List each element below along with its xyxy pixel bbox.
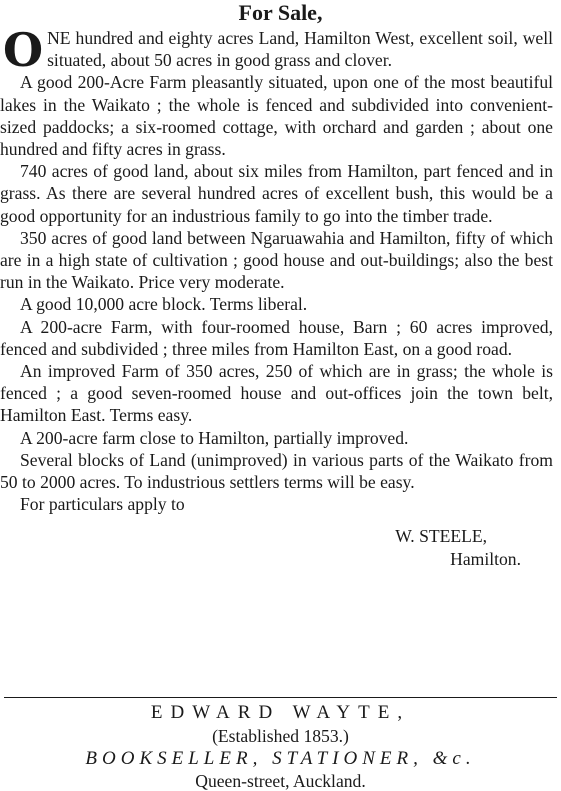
bookseller-advert [0, 700, 561, 791]
advert-established: (Established 1853.) [212, 726, 349, 746]
paragraph-3: 740 acres of good land, about six miles from Hamilton, part fenced and in grass. As there are several hundred acres of excellent bush, this would be a good opportunity for an industrious family to go into the timber trade. [0, 161, 553, 226]
notice-heading: For Sale, [238, 0, 323, 25]
signature-place: Hamilton. [450, 548, 521, 569]
paragraph-7: An improved Farm of 350 acres, 250 of which are in grass; the whole is fenced ; a good seven-roomed house and out-offices join the town belt, Hamilton East. Terms easy. [0, 361, 553, 426]
paragraph-4: 350 acres of good land between Ngaruawahia and Hamilton, fifty of which are in a high state of cultivation ; good house and out-buildings; also the best run in the Waikato. Price very moderate. [0, 227, 553, 293]
signature-name: W. STEELE, [395, 526, 487, 547]
paragraph-8: A 200-acre farm close to Hamilton, partially improved. [20, 427, 409, 448]
paragraph-6: A 200-acre Farm, with four-roomed house, Barn ; 60 acres improved, fenced and subdivided ; three miles from Hamilton East, on a good road. [0, 316, 553, 359]
notice-body [0, 23, 553, 570]
divider-rule [4, 697, 557, 698]
paragraph-5: A good 10,000 acre block. Terms liberal. [20, 294, 308, 315]
advert-trade: BOOKSELLER, STATIONER, &c. [85, 748, 476, 769]
paragraph-10: For particulars apply to [20, 494, 185, 515]
advert-name: EDWARD WAYTE, [150, 702, 411, 723]
paragraph-1-text: NE hundred and eighty acres Land, Hamilton West, excellent soil, well situated, about 50 acres in good grass and clover. [47, 28, 553, 71]
advert-address: Queen-street, Auckland. [195, 771, 366, 791]
paragraph-1 [0, 23, 553, 77]
paragraph-9: Several blocks of Land (unimproved) in various parts of the Waikato from 50 to 2000 acres. To industrious settlers terms will be easy. [0, 449, 553, 493]
paragraph-2: A good 200-Acre Farm pleasantly situated, upon one of the most beautiful lakes in the Waikato ; the whole is fenced and subdivided into convenient-sized paddocks; a six-roomed cottage, with orchard and garden ; about one hundred and fifty acres in grass. [0, 72, 553, 160]
drop-cap: O [3, 23, 44, 77]
